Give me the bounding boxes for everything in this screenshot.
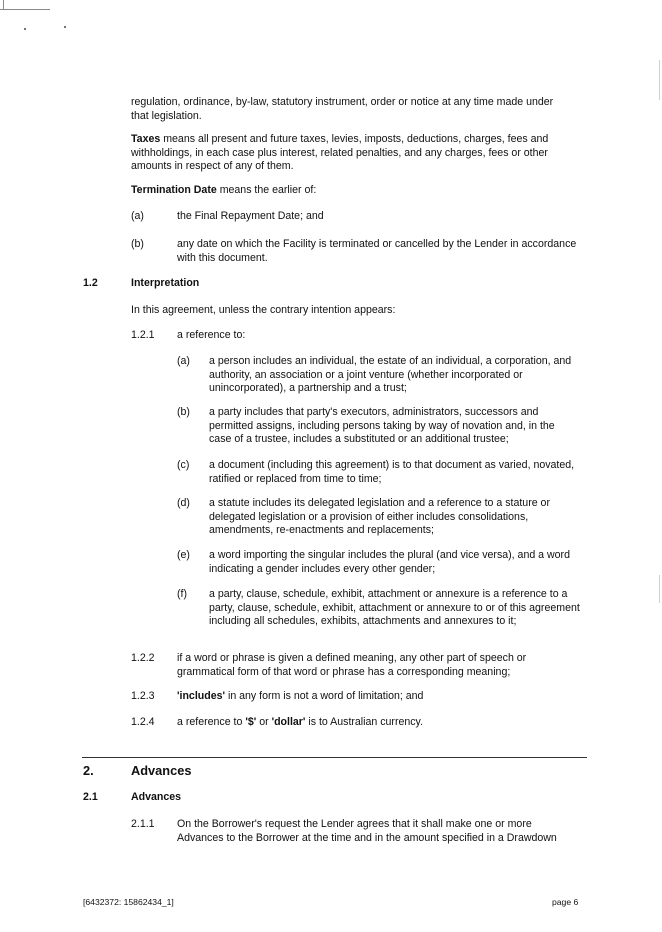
scan-edge [659, 575, 660, 603]
definition-termination-date [131, 184, 571, 198]
clause-number: 1.2.4 [131, 716, 155, 728]
item-text: the Final Repayment Date; and [177, 210, 324, 222]
clause-text [177, 690, 577, 704]
definition-text: means all present and future taxes, levies, imposts, deductions, charges, fees and withholdings, in each case plus interest, related penalties, and any charges, fees or other amounts in respect of any of them. [131, 133, 549, 173]
page-number: page 6 [552, 897, 579, 907]
scan-corner-mark [3, 0, 4, 10]
section-number: 1.2 [83, 277, 98, 289]
defined-term: 'includes' [177, 690, 226, 702]
clause-text: a reference to: [177, 329, 246, 341]
clause-text: On the Borrower's request the Lender agrees that it shall make one or more Advances to the Borrower at the time and in the amount specified in a Drawdown [177, 818, 557, 844]
defined-term: '$' [245, 716, 257, 728]
definition-text: means the earlier of: [216, 184, 317, 196]
section-divider [82, 757, 587, 758]
subsection-number: 2.1 [83, 791, 98, 803]
item-label: (f) [177, 588, 187, 600]
section-intro: In this agreement, unless the contrary intention appears: [131, 304, 396, 316]
section-title: Advances [131, 763, 192, 778]
item-text: a party, clause, schedule, exhibit, attachment or annexure is a reference to a party, clause, schedule, exhibit, attachment or annexure to or of this agreement including all schedules, exhibits, attachments and annexures to it; [209, 588, 580, 628]
defined-term: Taxes [131, 133, 161, 145]
item-text: a statute includes its delegated legislation and a reference to a stature or delegated legislation or a provision of either includes consolidations, amendments, re-enactments and replacements; [209, 497, 550, 537]
item-label: (a) [177, 355, 190, 367]
section-title: Interpretation [131, 277, 200, 289]
clause-text: if a word or phrase is given a defined meaning, any other part of speech or grammatical form of that word or phrase has a corresponding meaning; [177, 652, 527, 678]
item-text: a person includes an individual, the estate of an individual, a corporation, and authority, an association or a joint venture (whether incorporated or unincorporated), a partnership and a trust; [209, 355, 572, 395]
clause-text [177, 716, 577, 730]
item-text: a document (including this agreement) is to that document as varied, novated, ratified or replaced from time to time; [209, 459, 575, 485]
item-label: (b) [177, 406, 190, 418]
scan-edge [659, 60, 660, 100]
definition-taxes [131, 133, 571, 174]
scan-speck [24, 28, 26, 30]
clause-mid: or [256, 716, 272, 728]
item-label: (d) [177, 497, 190, 509]
clause-text-rest: in any form is not a word of limitation; and [225, 690, 424, 702]
item-label: (e) [177, 549, 190, 561]
item-label: (c) [177, 459, 190, 471]
clause-number: 1.2.2 [131, 652, 155, 664]
scan-speck [64, 26, 66, 28]
defined-term: 'dollar' [271, 716, 306, 728]
section-number: 2. [83, 763, 94, 778]
item-text: any date on which the Facility is terminated or cancelled by the Lender in accordance with this document. [177, 238, 577, 264]
scan-corner-mark [0, 9, 50, 10]
defined-term: Termination Date [131, 184, 217, 196]
document-reference: [6432372: 15862434_1] [83, 897, 174, 907]
clause-number: 2.1.1 [131, 818, 155, 830]
clause-suffix: is to Australian currency. [305, 716, 424, 728]
item-text: a party includes that party's executors, administrators, successors and permitted assigns, including persons taking by way of novation and, in the case of a trustee, includes a substituted or an additional trustee; [209, 406, 555, 446]
definition-continuation: regulation, ordinance, by-law, statutory instrument, order or notice at any time made under that legislation. [131, 96, 554, 122]
clause-number: 1.2.3 [131, 690, 155, 702]
item-text: a word importing the singular includes the plural (and vice versa), and a word indicating a gender includes every other gender; [209, 549, 570, 575]
item-label: (a) [131, 210, 144, 222]
clause-prefix: a reference to [177, 716, 246, 728]
subsection-title: Advances [131, 791, 182, 803]
clause-number: 1.2.1 [131, 329, 155, 341]
item-label: (b) [131, 238, 144, 250]
